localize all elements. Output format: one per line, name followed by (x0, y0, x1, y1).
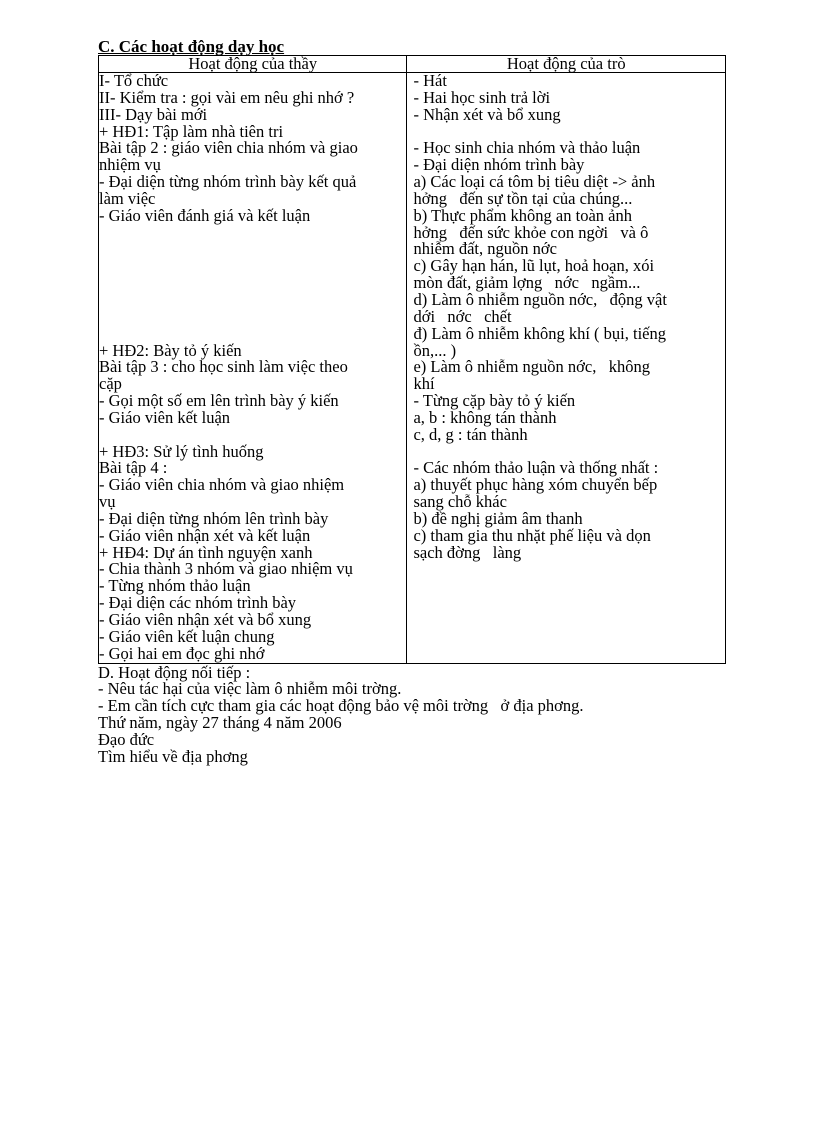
teacher-line: - Từng nhóm thảo luận (99, 576, 251, 596)
student-line: c) tham gia thu nhặt phế liệu và dọn (413, 525, 651, 545)
teacher-line: - Giáo viên chia nhóm và giao nhiệm (99, 475, 345, 495)
teacher-line: nhiệm vụ (99, 155, 161, 175)
student-line: - Từng cặp bày tỏ ý kiến (413, 391, 576, 411)
student-line: sạch đờng làng (413, 542, 522, 562)
student-line: hởng đến sự tồn tại của chúng... (413, 188, 633, 208)
table-body-row (99, 73, 726, 664)
follow-up-line: Thứ năm, ngày 27 tháng 4 năm 2006 (98, 713, 342, 733)
follow-up-section (98, 662, 728, 766)
student-line: - Học sinh chia nhóm và thảo luận (413, 138, 641, 158)
teacher-line: Bài tập 2 : giáo viên chia nhóm và giao (99, 138, 358, 158)
teacher-column-header: Hoạt động của thầy (99, 56, 407, 73)
follow-up-line: D. Hoạt động nối tiếp : (98, 662, 251, 682)
student-activities-cell (407, 73, 726, 664)
teacher-line (99, 292, 404, 309)
teacher-line (99, 275, 404, 292)
teacher-line (99, 225, 404, 242)
student-line: - Đại diện nhóm trình bày (413, 155, 585, 175)
teacher-line: I- Tổ chức (99, 71, 169, 90)
student-line: a) Các loại cá tôm bị tiêu diệt -> ảnh (413, 172, 656, 192)
student-line: - Hai học sinh trả lời (413, 87, 551, 107)
teacher-line: - Đại diện từng nhóm lên trình bày (99, 508, 329, 528)
follow-up-line: Đạo đức (98, 729, 155, 749)
teacher-line: - Đại diện các nhóm trình bày (99, 593, 297, 613)
student-line: ồn,... ) (413, 340, 457, 360)
teacher-line: + HĐ1: Tập làm nhà tiên tri (99, 121, 284, 141)
student-line: c) Gây hạn hán, lũ lụt, hoả hoạn, xói (413, 256, 655, 276)
teacher-line: - Giáo viên nhận xét và kết luận (99, 525, 311, 545)
student-line: sang chỗ khác (413, 492, 507, 512)
section-c-title: C. Các hoạt động dạy học (98, 37, 285, 56)
teacher-line: - Gọi một số em lên trình bày ý kiến (99, 391, 339, 411)
teacher-line: vụ (99, 492, 116, 512)
student-line: - Các nhóm thảo luận và thống nhất : (413, 458, 659, 478)
student-line: hởng đến sức khỏe con ngời và ô (413, 222, 649, 242)
student-column-header: Hoạt động của trò (407, 56, 726, 73)
student-line: a) thuyết phục hàng xóm chuyển bếp (413, 475, 658, 495)
student-line: b) đề nghị giảm âm thanh (413, 508, 583, 528)
teacher-line: + HĐ2: Bày tỏ ý kiến (99, 340, 242, 360)
teacher-line: cặp (99, 374, 122, 394)
student-line: dới nớc chết (413, 306, 512, 326)
student-line: - Hát (413, 71, 447, 90)
teacher-line: - Giáo viên đánh giá và kết luận (99, 205, 311, 225)
student-line: - Nhận xét và bổ xung (413, 104, 561, 124)
student-line: a, b : không tán thành (413, 407, 557, 427)
teacher-lines (99, 73, 404, 663)
follow-up-line: - Em cần tích cực tham gia các hoạt động bảo vệ môi trờng ở địa phơng. (98, 696, 584, 716)
teacher-line: - Giáo viên kết luận (99, 407, 231, 427)
teacher-line: II- Kiểm tra : gọi vài em nêu ghi nhớ ? (99, 87, 355, 107)
teacher-activities-cell (99, 73, 407, 664)
teacher-line: + HĐ3: Sử lý tình huống (99, 441, 264, 461)
follow-up-line: Tìm hiểu về địa phơng (98, 746, 248, 766)
teacher-line (99, 258, 404, 275)
teacher-line: Bài tập 4 : (99, 458, 168, 478)
student-line: khí (413, 374, 435, 394)
lesson-activities-table (98, 55, 726, 664)
document-page (98, 38, 728, 766)
student-line: nhiễm đất, nguồn nớc (413, 239, 557, 259)
student-line: mòn đất, giảm lợng nớc ngầm... (413, 273, 641, 293)
teacher-line: III- Dạy bài mới (99, 104, 208, 124)
teacher-line (99, 309, 404, 326)
teacher-line (99, 326, 404, 343)
student-line: d) Làm ô nhiễm nguồn nớc, động vật (413, 289, 667, 309)
teacher-line: + HĐ4: Dự án tình nguyện xanh (99, 542, 313, 562)
teacher-line: - Giáo viên kết luận chung (99, 626, 275, 646)
table-header-row (99, 56, 726, 73)
teacher-line: - Giáo viên nhận xét và bổ xung (99, 610, 312, 629)
teacher-line: làm việc (99, 188, 156, 208)
teacher-line: - Gọi hai em đọc ghi nhớ (99, 643, 265, 663)
teacher-line: - Đại diện từng nhóm trình bày kết quả (99, 172, 357, 192)
teacher-line (99, 241, 404, 258)
student-line: e) Làm ô nhiễm nguồn nớc, không (413, 357, 650, 377)
teacher-line: - Chia thành 3 nhóm và giao nhiệm vụ (99, 559, 353, 579)
teacher-line: Bài tập 3 : cho học sinh làm việc theo (99, 357, 348, 377)
follow-up-line: - Nêu tác hại của việc làm ô nhiễm môi trờng. (98, 679, 402, 699)
student-line: c, d, g : tán thành (413, 424, 528, 444)
student-lines (407, 73, 723, 561)
student-line: b) Thực phẩm không an toàn ảnh (413, 205, 632, 225)
student-line: đ) Làm ô nhiễm không khí ( bụi, tiếng (413, 323, 666, 343)
